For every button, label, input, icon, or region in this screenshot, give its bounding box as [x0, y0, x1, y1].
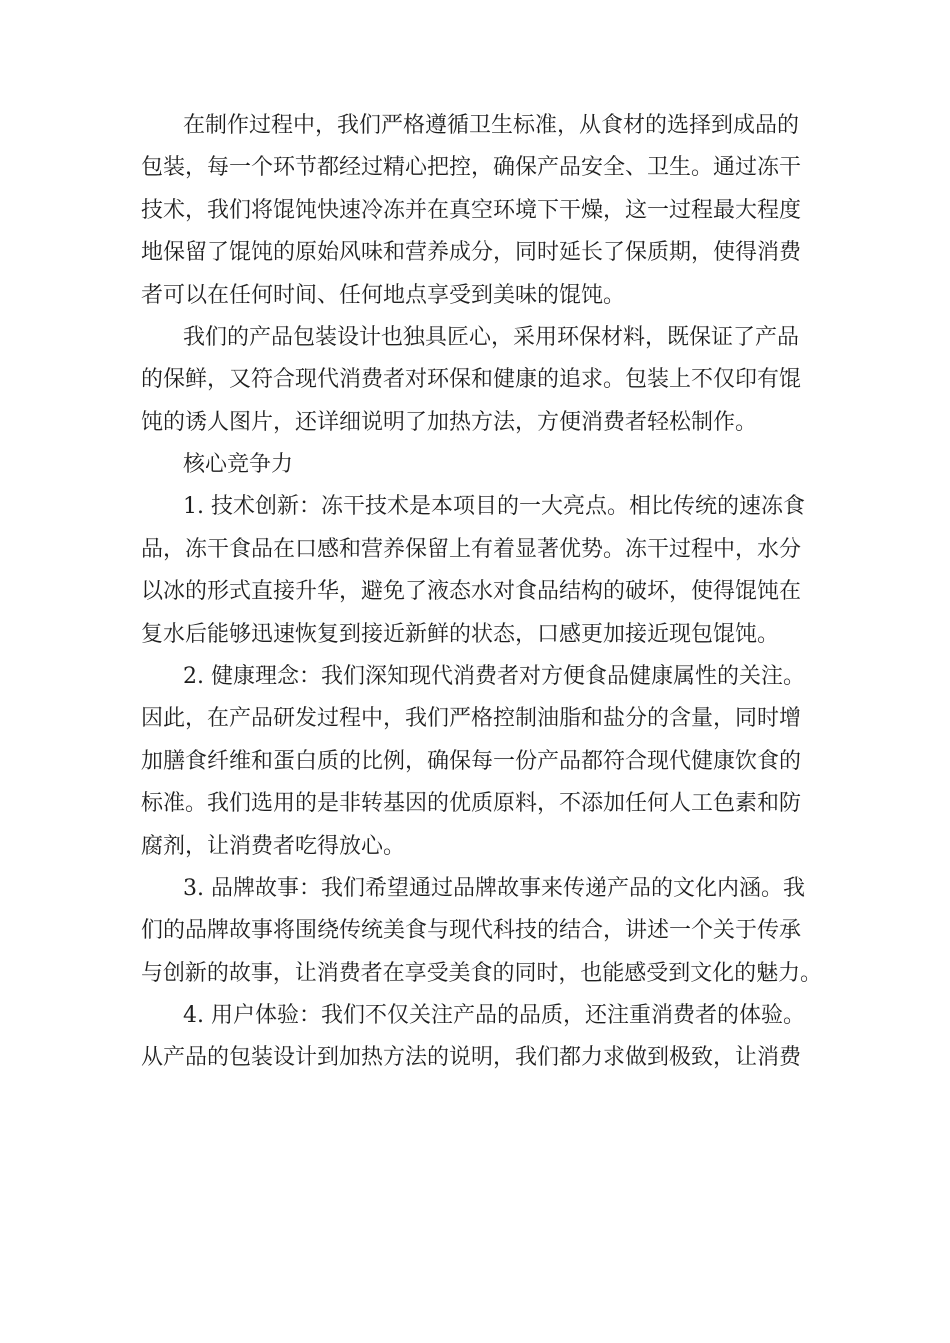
list-item-line: 与创新的故事，让消费者在享受美食的同时，也能感受到文化的魅力。 [141, 961, 823, 986]
paragraph-line: 地保留了馄饨的原始风味和营养成分，同时延长了保质期，使得消费 [141, 240, 802, 265]
list-item-line: 品，冻干食品在口感和营养保留上有着显著优势。冻干过程中，水分 [141, 537, 802, 562]
list-item-line: 3. 品牌故事：我们希望通过品牌故事来传递产品的文化内涵。我 [183, 876, 805, 901]
paragraph-line: 在制作过程中，我们严格遵循卫生标准，从食材的选择到成品的 [183, 113, 800, 138]
paragraph-line: 者可以在任何时间、任何地点享受到美味的馄饨。 [141, 283, 626, 308]
list-item-line: 加膳食纤维和蛋白质的比例，确保每一份产品都符合现代健康饮食的 [141, 749, 802, 774]
list-item-line: 1. 技术创新：冻干技术是本项目的一大亮点。相比传统的速冻食 [183, 494, 805, 519]
list-item-line: 们的品牌故事将围绕传统美食与现代科技的结合，讲述一个关于传承 [141, 918, 802, 943]
list-item-line: 复水后能够迅速恢复到接近新鲜的状态，口感更加接近现包馄饨。 [141, 622, 780, 647]
list-item-line: 因此，在产品研发过程中，我们严格控制油脂和盐分的含量，同时增 [141, 706, 802, 731]
list-item-line: 标准。我们选用的是非转基因的优质原料，不添加任何人工色素和防 [141, 791, 802, 816]
paragraph-line: 我们的产品包装设计也独具匠心，采用环保材料，既保证了产品 [183, 325, 800, 350]
paragraph-line: 技术，我们将馄饨快速冷冻并在真空环境下干燥，这一过程最大程度 [141, 198, 802, 223]
list-item-line: 以冰的形式直接升华，避免了液态水对食品结构的破坏，使得馄饨在 [141, 579, 802, 604]
list-item-line: 2. 健康理念：我们深知现代消费者对方便食品健康属性的关注。 [183, 664, 805, 689]
paragraph-line: 包装，每一个环节都经过精心把控，确保产品安全、卫生。通过冻干 [141, 155, 802, 180]
list-item-line: 4. 用户体验：我们不仅关注产品的品质，还注重消费者的体验。 [183, 1003, 805, 1028]
list-item-line: 腐剂，让消费者吃得放心。 [141, 834, 406, 859]
paragraph-line: 饨的诱人图片，还详细说明了加热方法，方便消费者轻松制作。 [141, 410, 758, 435]
list-item-line: 从产品的包装设计到加热方法的说明，我们都力求做到极致，让消费 [141, 1045, 802, 1070]
paragraph-line: 的保鲜，又符合现代消费者对环保和健康的追求。包装上不仅印有馄 [141, 367, 802, 392]
section-heading: 核心竞争力 [183, 452, 294, 477]
